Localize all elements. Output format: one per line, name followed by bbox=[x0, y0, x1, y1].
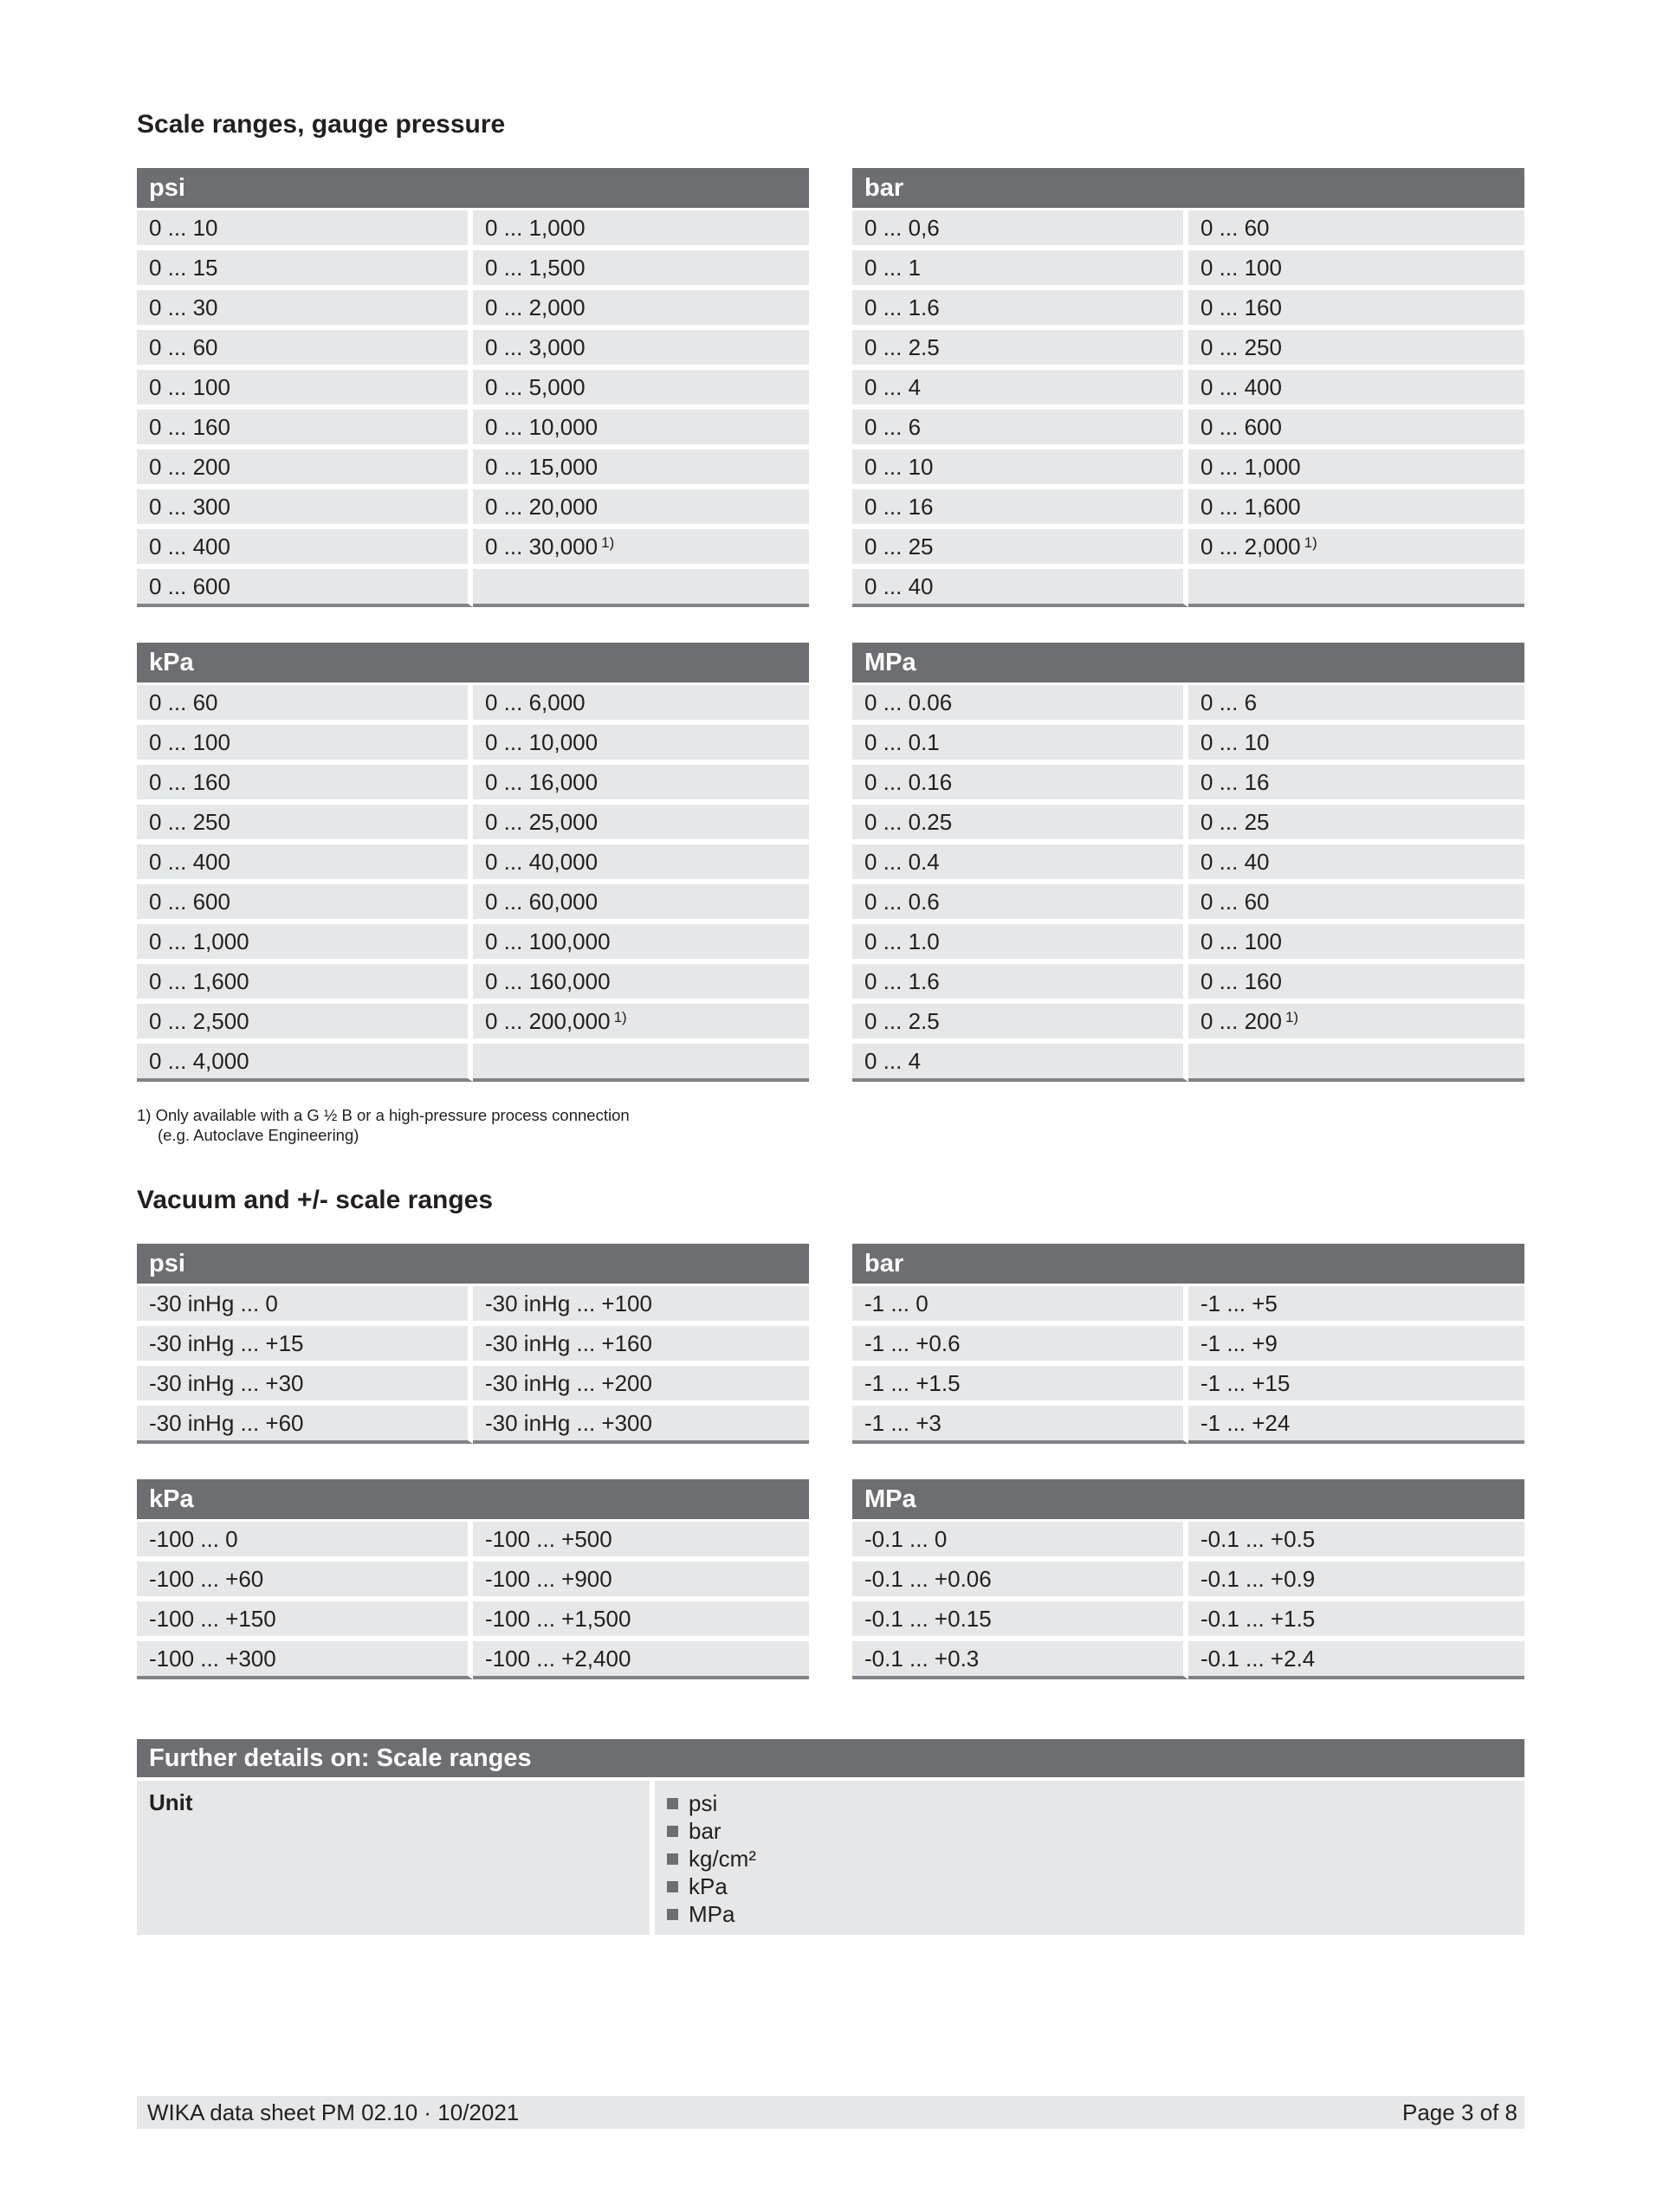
table-cell bbox=[1188, 529, 1524, 569]
table-row bbox=[852, 924, 1524, 964]
gauge-section-title: Scale ranges, gauge pressure bbox=[137, 110, 506, 139]
table-cell: 0 ... 2.5 bbox=[852, 1004, 1188, 1044]
table-cell: 0 ... 16 bbox=[852, 489, 1188, 529]
table-cell: 0 ... 25 bbox=[852, 529, 1188, 569]
table-row bbox=[137, 290, 809, 330]
table-cell: -30 inHg ... +60 bbox=[137, 1406, 473, 1444]
table-row bbox=[137, 1641, 809, 1679]
table-cell: 0 ... 60 bbox=[1188, 210, 1524, 250]
table-cell: 0 ... 1 bbox=[852, 250, 1188, 290]
table-row bbox=[852, 685, 1524, 725]
list-item bbox=[667, 1872, 1524, 1900]
table-cell: -1 ... +0.6 bbox=[852, 1326, 1188, 1366]
table-cell: -100 ... +2,400 bbox=[473, 1641, 809, 1679]
cell-value: 0 ... 2,000 bbox=[1200, 533, 1301, 559]
list-item bbox=[667, 1817, 1524, 1845]
cell-value: 0 ... 30,000 bbox=[485, 533, 599, 559]
table-row bbox=[852, 450, 1524, 489]
gauge-kpa-table bbox=[137, 643, 809, 1082]
square-bullet-icon bbox=[667, 1826, 678, 1837]
table-cell: 0 ... 0.1 bbox=[852, 725, 1188, 765]
table-cell: 0 ... 16,000 bbox=[473, 765, 809, 805]
table-cell: 0 ... 600 bbox=[137, 884, 473, 924]
table-cell: 0 ... 250 bbox=[137, 805, 473, 844]
table-row bbox=[137, 330, 809, 370]
unit-name: kg/cm² bbox=[689, 1846, 756, 1872]
table-cell: 0 ... 60 bbox=[1188, 884, 1524, 924]
table-cell: 0 ... 0.25 bbox=[852, 805, 1188, 844]
table-row bbox=[852, 1522, 1524, 1562]
table-cell: 0 ... 6 bbox=[852, 410, 1188, 450]
table-cell: 0 ... 100 bbox=[1188, 250, 1524, 290]
table-unit-header: kPa bbox=[137, 643, 809, 685]
table-row bbox=[852, 1286, 1524, 1326]
table-cell: -1 ... +15 bbox=[1188, 1366, 1524, 1406]
vacuum-section-title: Vacuum and +/- scale ranges bbox=[137, 1186, 494, 1214]
table-unit-header: MPa bbox=[852, 643, 1524, 685]
page-number: Page 3 of 8 bbox=[1402, 2099, 1517, 2125]
further-details-table bbox=[137, 1739, 1524, 1935]
table-cell: 0 ... 6 bbox=[1188, 685, 1524, 725]
table-cell: -1 ... +5 bbox=[1188, 1286, 1524, 1326]
table-cell bbox=[1188, 569, 1524, 607]
table-cell: 0 ... 10 bbox=[1188, 725, 1524, 765]
table-cell: 0 ... 2,500 bbox=[137, 1004, 473, 1044]
table-cell: -1 ... +3 bbox=[852, 1406, 1188, 1444]
table-cell: 0 ... 100,000 bbox=[473, 924, 809, 964]
table-cell: 0 ... 60 bbox=[137, 330, 473, 370]
table-cell: -100 ... +60 bbox=[137, 1562, 473, 1601]
table-cell: 0 ... 1,000 bbox=[137, 924, 473, 964]
list-item bbox=[667, 1845, 1524, 1872]
gauge-mpa-table bbox=[852, 643, 1524, 1082]
table-cell: -30 inHg ... +160 bbox=[473, 1326, 809, 1366]
table-cell: -0.1 ... +0.5 bbox=[1188, 1522, 1524, 1562]
square-bullet-icon bbox=[667, 1881, 678, 1892]
unit-name: kPa bbox=[689, 1873, 728, 1899]
table-row bbox=[137, 805, 809, 844]
table-row bbox=[852, 330, 1524, 370]
table-cell: 0 ... 4 bbox=[852, 370, 1188, 410]
table-row bbox=[852, 725, 1524, 765]
footnote-line: (e.g. Autoclave Engineering) bbox=[158, 1126, 359, 1144]
table-row bbox=[137, 1406, 809, 1444]
table-row bbox=[852, 1562, 1524, 1601]
vacuum-mpa-table bbox=[852, 1479, 1524, 1679]
table-cell: -30 inHg ... +15 bbox=[137, 1326, 473, 1366]
table-unit-header: bar bbox=[852, 1244, 1524, 1286]
table-row bbox=[137, 489, 809, 529]
table-row bbox=[137, 964, 809, 1004]
table-row bbox=[137, 250, 809, 290]
table-row bbox=[852, 1044, 1524, 1082]
footnote-line: 1) Only available with a G ½ B or a high-pressure process connection bbox=[137, 1106, 630, 1124]
table-row bbox=[137, 1326, 809, 1366]
table-cell: -0.1 ... +0.9 bbox=[1188, 1562, 1524, 1601]
table-cell: 0 ... 30 bbox=[137, 290, 473, 330]
table-row bbox=[137, 370, 809, 410]
table-cell: 0 ... 15,000 bbox=[473, 450, 809, 489]
table-cell: 0 ... 10 bbox=[852, 450, 1188, 489]
table-cell: -0.1 ... 0 bbox=[852, 1522, 1188, 1562]
table-cell: 0 ... 200 bbox=[137, 450, 473, 489]
table-cell: 0 ... 600 bbox=[1188, 410, 1524, 450]
table-cell: 0 ... 10 bbox=[137, 210, 473, 250]
table-cell: -1 ... +9 bbox=[1188, 1326, 1524, 1366]
table-cell: -100 ... +150 bbox=[137, 1601, 473, 1641]
table-row bbox=[852, 250, 1524, 290]
table-cell: -30 inHg ... +300 bbox=[473, 1406, 809, 1444]
table-cell: 0 ... 2.5 bbox=[852, 330, 1188, 370]
table-cell bbox=[1188, 1004, 1524, 1044]
table-row bbox=[137, 529, 809, 569]
table-cell: 0 ... 16 bbox=[1188, 765, 1524, 805]
table-cell: -30 inHg ... +30 bbox=[137, 1366, 473, 1406]
table-cell: 0 ... 3,000 bbox=[473, 330, 809, 370]
table-cell: -100 ... +1,500 bbox=[473, 1601, 809, 1641]
table-row bbox=[852, 964, 1524, 1004]
table-unit-header: psi bbox=[137, 1244, 809, 1286]
table-cell: 0 ... 100 bbox=[137, 370, 473, 410]
table-cell: 0 ... 160 bbox=[1188, 964, 1524, 1004]
table-cell: 0 ... 300 bbox=[137, 489, 473, 529]
table-row bbox=[137, 1781, 1524, 1935]
table-cell: 0 ... 2,000 bbox=[473, 290, 809, 330]
list-item bbox=[667, 1900, 1524, 1928]
table-cell: 0 ... 25 bbox=[1188, 805, 1524, 844]
table-cell: 0 ... 1.6 bbox=[852, 290, 1188, 330]
table-row bbox=[852, 290, 1524, 330]
table-cell: 0 ... 600 bbox=[137, 569, 473, 607]
square-bullet-icon bbox=[667, 1798, 678, 1809]
footnote bbox=[137, 1105, 630, 1145]
vacuum-bar-table bbox=[852, 1244, 1524, 1444]
unit-name: psi bbox=[689, 1790, 718, 1816]
table-row bbox=[137, 844, 809, 884]
table-cell: 0 ... 100 bbox=[137, 725, 473, 765]
table-row bbox=[137, 569, 809, 607]
table-cell: 0 ... 160 bbox=[137, 765, 473, 805]
table-row bbox=[137, 765, 809, 805]
table-row bbox=[137, 725, 809, 765]
table-cell: 0 ... 0.06 bbox=[852, 685, 1188, 725]
table-cell: 0 ... 100 bbox=[1188, 924, 1524, 964]
table-cell: 0 ... 160 bbox=[1188, 290, 1524, 330]
table-cell: 0 ... 4,000 bbox=[137, 1044, 473, 1082]
table-row bbox=[137, 1366, 809, 1406]
table-cell bbox=[473, 1044, 809, 1082]
table-row bbox=[852, 410, 1524, 450]
table-row bbox=[137, 210, 809, 250]
table-cell: -1 ... +1.5 bbox=[852, 1366, 1188, 1406]
table-row bbox=[852, 844, 1524, 884]
table-cell: 0 ... 10,000 bbox=[473, 725, 809, 765]
table-cell: 0 ... 4 bbox=[852, 1044, 1188, 1082]
page-footer bbox=[137, 2096, 1524, 2129]
table-cell: 0 ... 1,600 bbox=[1188, 489, 1524, 529]
table-cell bbox=[473, 529, 809, 569]
table-cell: -1 ... 0 bbox=[852, 1286, 1188, 1326]
table-cell: -0.1 ... +1.5 bbox=[1188, 1601, 1524, 1641]
table-row bbox=[852, 210, 1524, 250]
square-bullet-icon bbox=[667, 1853, 678, 1865]
table-cell: -100 ... +900 bbox=[473, 1562, 809, 1601]
table-cell: 0 ... 60 bbox=[137, 685, 473, 725]
table-unit-header: bar bbox=[852, 168, 1524, 210]
unit-name: bar bbox=[689, 1818, 721, 1844]
table-row bbox=[852, 1366, 1524, 1406]
table-row bbox=[852, 1406, 1524, 1444]
cell-value: 0 ... 200,000 bbox=[485, 1007, 611, 1034]
table-row bbox=[852, 1004, 1524, 1044]
table-row bbox=[137, 410, 809, 450]
square-bullet-icon bbox=[667, 1909, 678, 1920]
table-cell bbox=[1188, 1044, 1524, 1082]
unit-name: MPa bbox=[689, 1901, 735, 1927]
footnote-marker: 1) bbox=[613, 1008, 627, 1025]
table-cell: 0 ... 0.16 bbox=[852, 765, 1188, 805]
table-cell: -100 ... 0 bbox=[137, 1522, 473, 1562]
footnote-marker: 1) bbox=[1284, 1008, 1299, 1025]
table-cell: 0 ... 40 bbox=[1188, 844, 1524, 884]
table-row bbox=[852, 765, 1524, 805]
footnote-marker: 1) bbox=[601, 534, 615, 551]
table-cell: 0 ... 0.4 bbox=[852, 844, 1188, 884]
table-cell: 0 ... 1,600 bbox=[137, 964, 473, 1004]
table-cell: -1 ... +24 bbox=[1188, 1406, 1524, 1444]
table-cell bbox=[473, 1004, 809, 1044]
table-cell: -30 inHg ... 0 bbox=[137, 1286, 473, 1326]
table-cell: -30 inHg ... +200 bbox=[473, 1366, 809, 1406]
table-cell: -30 inHg ... +100 bbox=[473, 1286, 809, 1326]
datasheet-reference: WIKA data sheet PM 02.10 · 10/2021 bbox=[147, 2099, 520, 2125]
table-row bbox=[852, 884, 1524, 924]
table-unit-header: MPa bbox=[852, 1479, 1524, 1522]
list-item bbox=[667, 1789, 1524, 1817]
unit-list bbox=[667, 1789, 1524, 1928]
table-cell: 0 ... 400 bbox=[137, 529, 473, 569]
table-cell: -0.1 ... +2.4 bbox=[1188, 1641, 1524, 1679]
table-cell: 0 ... 1,000 bbox=[473, 210, 809, 250]
table-row bbox=[137, 1562, 809, 1601]
table-cell: 0 ... 160,000 bbox=[473, 964, 809, 1004]
table-cell: 0 ... 40 bbox=[852, 569, 1188, 607]
table-cell: 0 ... 0,6 bbox=[852, 210, 1188, 250]
table-cell: 0 ... 25,000 bbox=[473, 805, 809, 844]
table-cell: 0 ... 20,000 bbox=[473, 489, 809, 529]
unit-list-cell bbox=[655, 1781, 1524, 1935]
table-cell: 0 ... 40,000 bbox=[473, 844, 809, 884]
table-cell: 0 ... 5,000 bbox=[473, 370, 809, 410]
table-row bbox=[852, 489, 1524, 529]
table-cell: 0 ... 1.0 bbox=[852, 924, 1188, 964]
table-row bbox=[137, 1522, 809, 1562]
table-row bbox=[852, 370, 1524, 410]
table-row bbox=[852, 569, 1524, 607]
table-row bbox=[137, 1286, 809, 1326]
table-unit-header: psi bbox=[137, 168, 809, 210]
table-cell: 0 ... 400 bbox=[1188, 370, 1524, 410]
table-row bbox=[137, 924, 809, 964]
table-cell: -0.1 ... +0.15 bbox=[852, 1601, 1188, 1641]
table-cell: 0 ... 160 bbox=[137, 410, 473, 450]
footnote-marker: 1) bbox=[1304, 534, 1317, 551]
table-cell: 0 ... 250 bbox=[1188, 330, 1524, 370]
table-cell: 0 ... 15 bbox=[137, 250, 473, 290]
table-cell: 0 ... 1.6 bbox=[852, 964, 1188, 1004]
table-unit-header: kPa bbox=[137, 1479, 809, 1522]
table-cell: 0 ... 1,000 bbox=[1188, 450, 1524, 489]
table-cell: -0.1 ... +0.06 bbox=[852, 1562, 1188, 1601]
table-cell: 0 ... 6,000 bbox=[473, 685, 809, 725]
vacuum-psi-table bbox=[137, 1244, 809, 1444]
table-row bbox=[852, 529, 1524, 569]
table-row bbox=[137, 450, 809, 489]
table-cell: -0.1 ... +0.3 bbox=[852, 1641, 1188, 1679]
table-cell: -100 ... +300 bbox=[137, 1641, 473, 1679]
table-row bbox=[852, 1326, 1524, 1366]
table-cell: 0 ... 1,500 bbox=[473, 250, 809, 290]
gauge-bar-table bbox=[852, 168, 1524, 607]
gauge-psi-table bbox=[137, 168, 809, 607]
table-row bbox=[852, 805, 1524, 844]
table-cell: 0 ... 0.6 bbox=[852, 884, 1188, 924]
further-details-header: Further details on: Scale ranges bbox=[137, 1739, 1524, 1781]
cell-value: 0 ... 200 bbox=[1200, 1007, 1282, 1034]
table-cell: 0 ... 400 bbox=[137, 844, 473, 884]
vacuum-kpa-table bbox=[137, 1479, 809, 1679]
table-row bbox=[852, 1601, 1524, 1641]
table-cell: 0 ... 60,000 bbox=[473, 884, 809, 924]
table-row bbox=[137, 1044, 809, 1082]
table-row bbox=[852, 1641, 1524, 1679]
table-row bbox=[137, 884, 809, 924]
table-row bbox=[137, 1004, 809, 1044]
table-cell bbox=[473, 569, 809, 607]
table-row bbox=[137, 685, 809, 725]
unit-label: Unit bbox=[137, 1781, 655, 1935]
table-cell: 0 ... 10,000 bbox=[473, 410, 809, 450]
table-row bbox=[137, 1601, 809, 1641]
table-cell: -100 ... +500 bbox=[473, 1522, 809, 1562]
